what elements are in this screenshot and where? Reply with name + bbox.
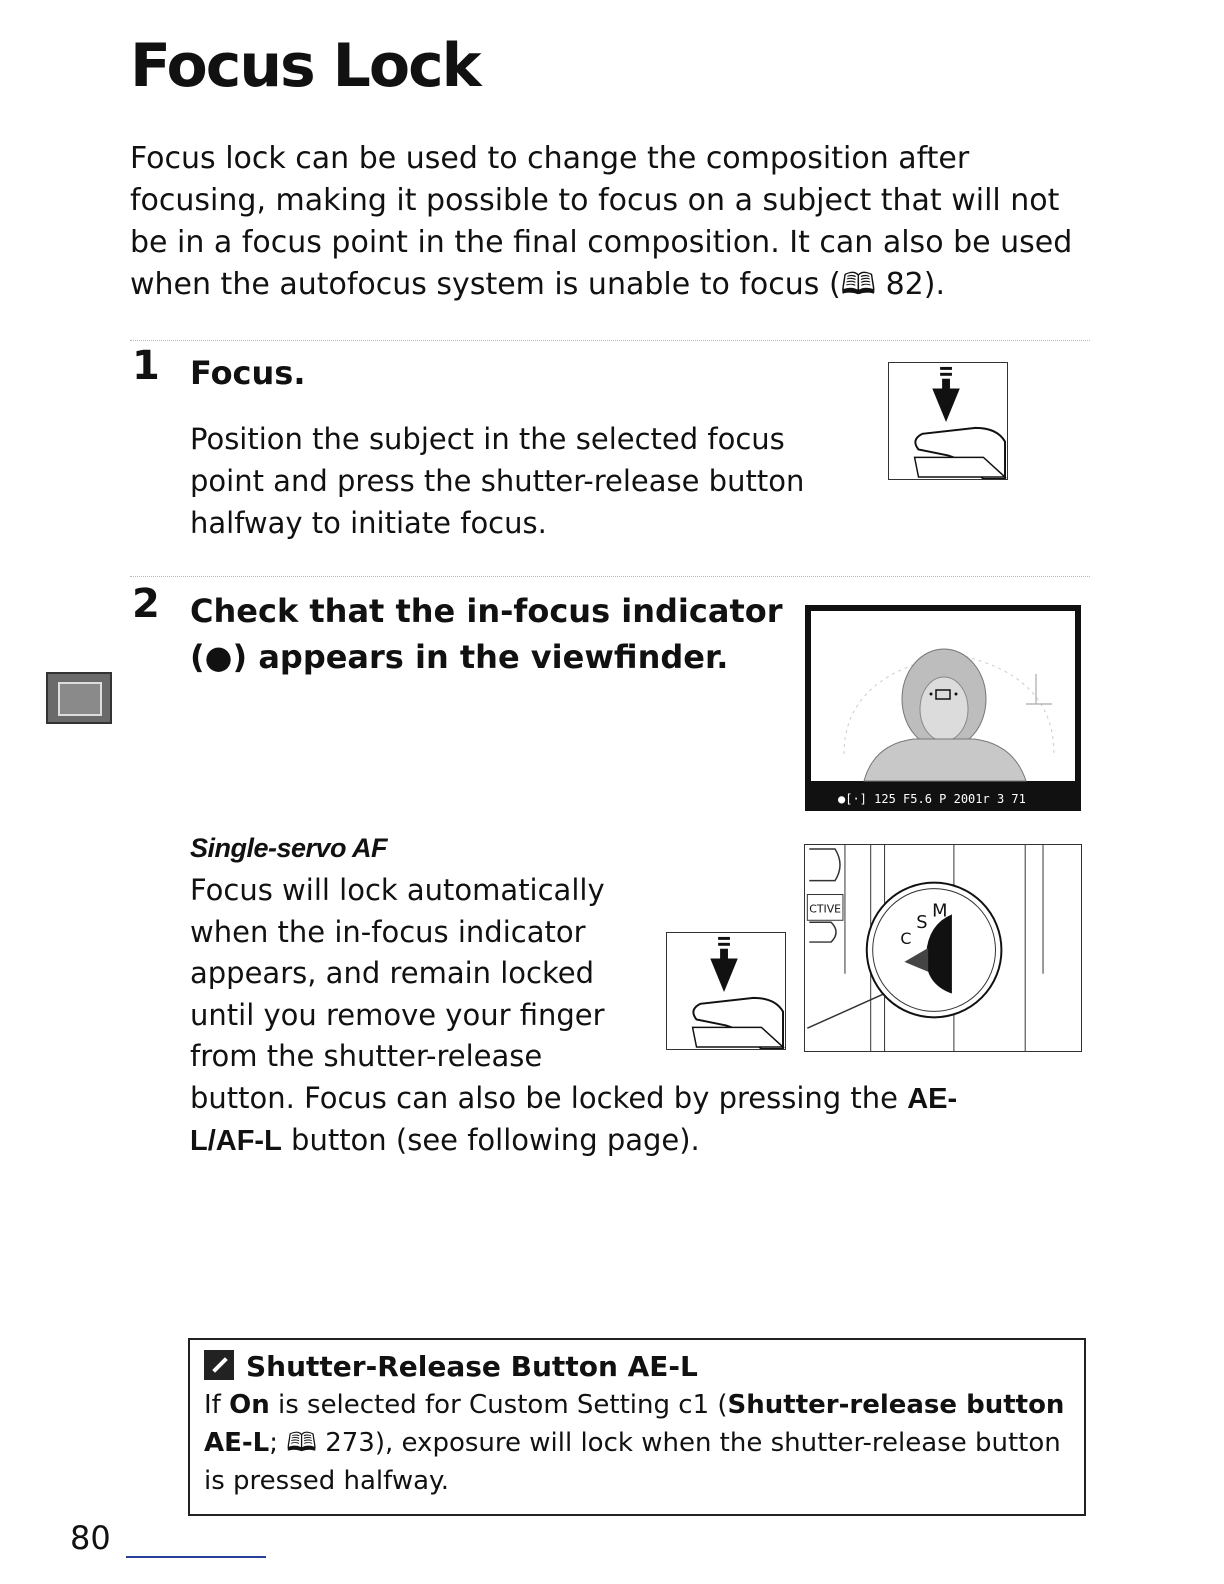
- note-ref: 273: [325, 1428, 375, 1458]
- note-text-2: is selected for Custom Setting c1 (: [269, 1390, 728, 1420]
- book-ref-icon: 🕮: [840, 267, 877, 302]
- note-title: Shutter-Release Button AE-L: [246, 1350, 698, 1383]
- intro-ref: 82: [885, 267, 924, 302]
- step-1-body: Position the subject in the selected focus point and press the shutter-release button halfway to initiate focus.: [190, 422, 805, 540]
- note-box: [188, 1338, 1086, 1516]
- subsection-end: button (see following page).: [281, 1123, 700, 1157]
- dial-label-c: C: [900, 929, 912, 949]
- step-2-title-line2: [190, 634, 728, 680]
- dial-label-m: M: [932, 900, 948, 922]
- page-title: Focus Lock: [130, 31, 480, 101]
- note-setting: Shutter-release button AE-L: [204, 1390, 1065, 1458]
- shutter-press-figure-1: [888, 362, 1008, 480]
- note-on: On: [229, 1390, 270, 1420]
- subsection-body: [190, 1078, 1030, 1163]
- step-1-title: Focus.: [190, 354, 306, 392]
- in-focus-indicator-icon: ●: [204, 638, 233, 676]
- note-body: [204, 1386, 1070, 1500]
- subsection-text: button. Focus can also be locked by pressing the: [190, 1080, 908, 1115]
- step-1-number: 1: [132, 343, 160, 389]
- divider: [130, 340, 1090, 341]
- dial-label-s: S: [916, 912, 928, 934]
- shutter-press-figure-2: [666, 932, 786, 1050]
- viewfinder-figure: [804, 604, 1082, 812]
- step-2-title-line1: Check that the in-focus indicator: [190, 592, 783, 630]
- paren-open: (: [190, 638, 205, 676]
- book-ref-icon: 🕮: [286, 1428, 317, 1458]
- page-number: 80: [70, 1519, 111, 1557]
- page-number-rule: [126, 1556, 266, 1558]
- note-text-3: ;: [269, 1428, 287, 1458]
- intro-end: ).: [923, 267, 946, 302]
- note-text-4: ), exposure will lock when the shutter-release button is pressed halfway.: [204, 1428, 1061, 1496]
- dial-tab-label: CTIVE: [809, 902, 842, 916]
- ae-l-af-l-button-label: AE-L/AF-L: [190, 1082, 958, 1157]
- viewfinder-readout: ●[·] 125 F5.6 P 2001r 3 71: [838, 792, 1026, 806]
- chapter-tab-icon: [46, 672, 112, 724]
- divider: [130, 576, 1090, 577]
- step-2-number: 2: [132, 581, 160, 627]
- subsection-body-top: Focus will lock automatically when the in-focus indicator appears, and remain locked until you remove your finger from the shutter-release: [190, 873, 605, 1073]
- note-title-row: [204, 1348, 1070, 1386]
- pencil-icon: [204, 1350, 234, 1380]
- note-text-1: If: [204, 1390, 230, 1420]
- intro-text: Focus lock can be used to change the composition after focusing, making it possible to focus on a subject that will not be in a focus point in the final composition. It can also be used when the autofocus system is unable to focus (: [130, 141, 1073, 302]
- subsection-title: Single-servo AF: [190, 833, 388, 863]
- title-line2-text: ) appears in the viewfinder.: [232, 638, 729, 676]
- intro-paragraph: [130, 138, 1090, 306]
- focus-mode-dial-figure: [804, 844, 1082, 1052]
